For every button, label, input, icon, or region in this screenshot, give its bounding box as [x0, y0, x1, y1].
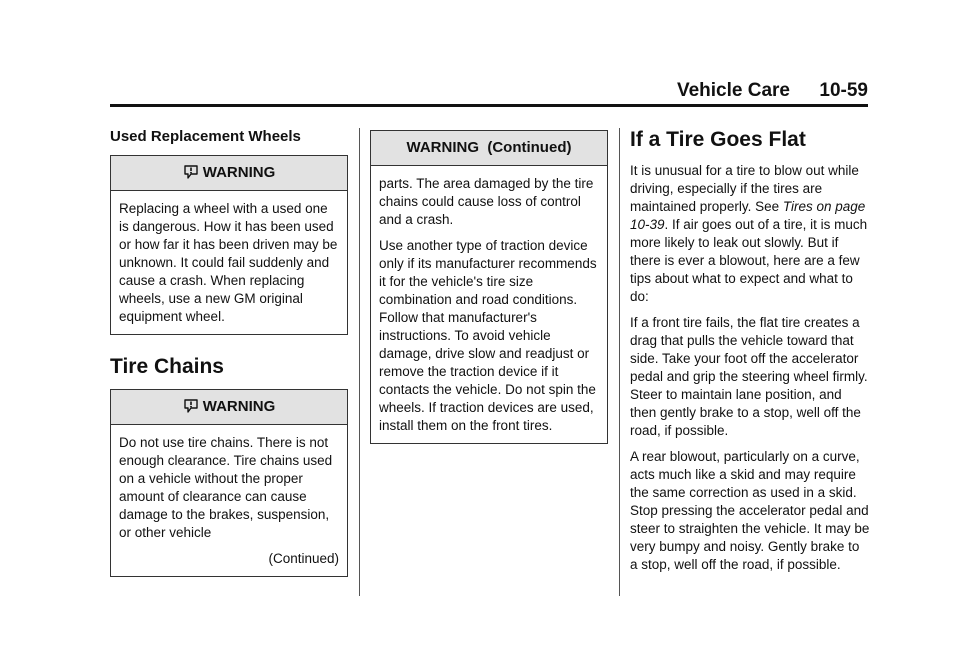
warning-text [111, 191, 347, 334]
warning-icon [183, 393, 199, 427]
warning-paragraph: Use another type of traction device only if its manufacturer recommends it for the vehicle's tire size combination and road conditions. Follow that manufacturer's instructions. To avoid vehicle damage, drive slow and readjust or remove the traction device if it contacts the vehicle. Do not spin the wheels. If traction devices are used, install them on the front tires. [379, 238, 597, 433]
warning-box-continued [370, 130, 608, 444]
column-3 [630, 128, 870, 582]
warning-box-tire-chains [110, 389, 348, 577]
warning-title [111, 156, 347, 191]
flat-tire-body [630, 162, 870, 574]
continued-label: (Continued) [268, 551, 339, 566]
page-number: 10-59 [819, 80, 868, 101]
text-run: It is unusual for a tire to blow out while driving, especially if the tires are maintained properly. See [630, 163, 859, 214]
page-header [110, 78, 868, 107]
warning-label: WARNING [202, 164, 276, 181]
column-1 [110, 128, 348, 577]
warning-paragraph: Replacing a wheel with a used one is dangerous. How it has been used or how far it has been driven may be unknown. It could fail suddenly and cause a crash. When replacing wheels, use a new GM original equipment wheel. [119, 201, 338, 324]
column-divider [619, 128, 620, 596]
flat-tire-heading: If a Tire Goes Flat [630, 128, 806, 151]
section-title: Vehicle Care [676, 80, 790, 101]
warning-icon [183, 159, 199, 193]
column-2 [370, 130, 608, 444]
warning-paragraph: Do not use tire chains. There is not enough clearance. Tire chains used on a vehicle without the proper amount of clearance can cause damage to the brakes, suspension, or other vehicle [119, 435, 333, 540]
warning-text [371, 166, 607, 443]
warning-paragraph: parts. The area damaged by the tire chains could cause loss of control and a crash. [379, 176, 594, 227]
tire-chains-heading: Tire Chains [110, 355, 224, 378]
warning-text [111, 425, 347, 576]
warning-title [111, 390, 347, 425]
paragraph: If a front tire fails, the flat tire creates a drag that pulls the vehicle toward that side. Take your foot off the accelerator pedal and grip the steering wheel firmly. Steer to maintain lane position, and then gently brake to a stop, well off the road, if possible. [630, 315, 868, 438]
warning-label: WARNING [202, 398, 276, 415]
column-divider [359, 128, 360, 596]
paragraph: A rear blowout, particularly on a curve, acts much like a skid and may require the same correction as used in a skid. Stop pressing the accelerator pedal and steer to straighten the vehicle. It may be very bumpy and noisy. Gently brake to a stop, well off the road, if possible. [630, 449, 870, 572]
warning-box-used-wheels [110, 155, 348, 335]
text-run: . If air goes out of a tire, it is much more likely to leak out slowly. But if there is ever a blowout, here are a few tips about what to expect and what to do: [630, 217, 868, 304]
warning-title: WARNING (Continued) [371, 131, 607, 166]
used-wheels-subheading: Used Replacement Wheels [110, 128, 301, 145]
paragraph [630, 162, 870, 306]
tires-cross-reference-link[interactable]: Tires on page 10-39 [630, 199, 866, 232]
